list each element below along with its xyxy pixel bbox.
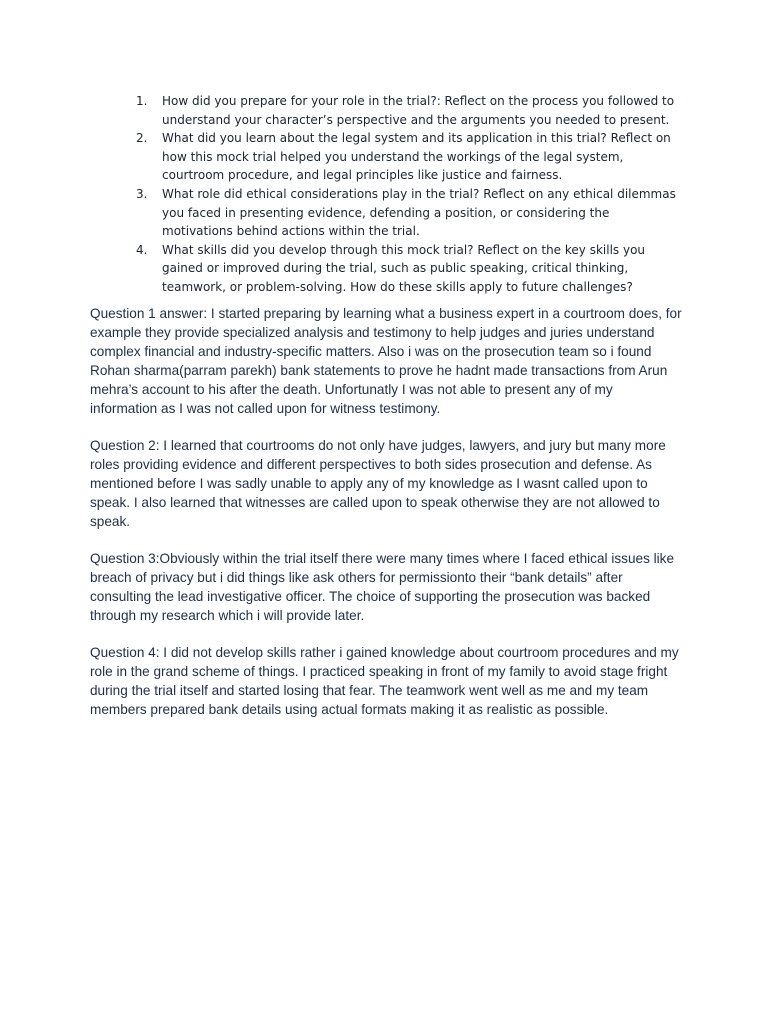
answers-section — [90, 304, 682, 737]
answer-paragraph-1: Question 1 answer: I started preparing by learning what a business expert in a courtroom does, for example they provide specialized analysis and testimony to help judges and juries understand complex financial and industry-specific matters. Also i was on the prosecution team so i found Rohan sharma(parram parekh) bank statements to prove he hadnt made transactions from Arun mehra’s account to his after the death. Unfortunatly I was not able to present any of my information as I was not called upon for witness testimony. — [90, 306, 682, 416]
question-number: 2. — [136, 131, 148, 146]
question-number: 3. — [136, 186, 148, 201]
question-number: 1. — [136, 94, 148, 108]
question-text: What did you learn about the legal system and its application in this trial? Reflect on how this mock trial helped you understand the workings of the legal system, courtroom procedure, and legal principles like justice and fairness. — [162, 131, 671, 183]
question-text: What role did ethical considerations play in the trial? Reflect on any ethical dilemmas you faced in presenting evidence, defending a position, or considering the motivations behind actions within the trial. — [162, 186, 676, 239]
question-item-4 — [136, 241, 681, 297]
question-item-1 — [136, 92, 681, 129]
question-number: 4. — [136, 242, 148, 257]
question-item-3 — [136, 185, 681, 241]
answer-paragraph-3: Question 3:Obviously within the trial itself there were many times where I faced ethical issues like breach of privacy but i did things like ask others for permissionto their “bank details” after consulting the lead investigative officer. The choice of supporting the prosecution was backed through my research which i will provide later. — [90, 551, 675, 623]
question-text: How did you prepare for your role in the trial?: Reflect on the process you followed to understand your character’s perspective and the arguments you needed to present. — [162, 94, 675, 127]
answer-paragraph-2: Question 2: I learned that courtrooms do not only have judges, lawyers, and jury but many more roles providing evidence and different perspectives to both sides prosecution and defense. As mentioned before I was sadly unable to apply any of my knowledge as I wasnt called upon to speak. I also learned that witnesses are called upon to speak otherwise they are not allowed to speak. — [90, 438, 666, 529]
question-item-2 — [136, 129, 681, 185]
reflection-questions-list — [136, 92, 681, 297]
question-text: What skills did you develop through this mock trial? Reflect on the key skills you gained or improved during the trial, such as public speaking, critical thinking, teamwork, or problem-solving. How do these skills apply to future challenges? — [162, 242, 646, 294]
answer-paragraph-4: Question 4: I did not develop skills rather i gained knowledge about courtroom procedures and my role in the grand scheme of things. I practiced speaking in front of my family to avoid stage fright during the trial itself and started losing that fear. The teamwork went well as me and my team members prepared bank details using actual formats making it as realistic as possible. — [90, 645, 679, 717]
